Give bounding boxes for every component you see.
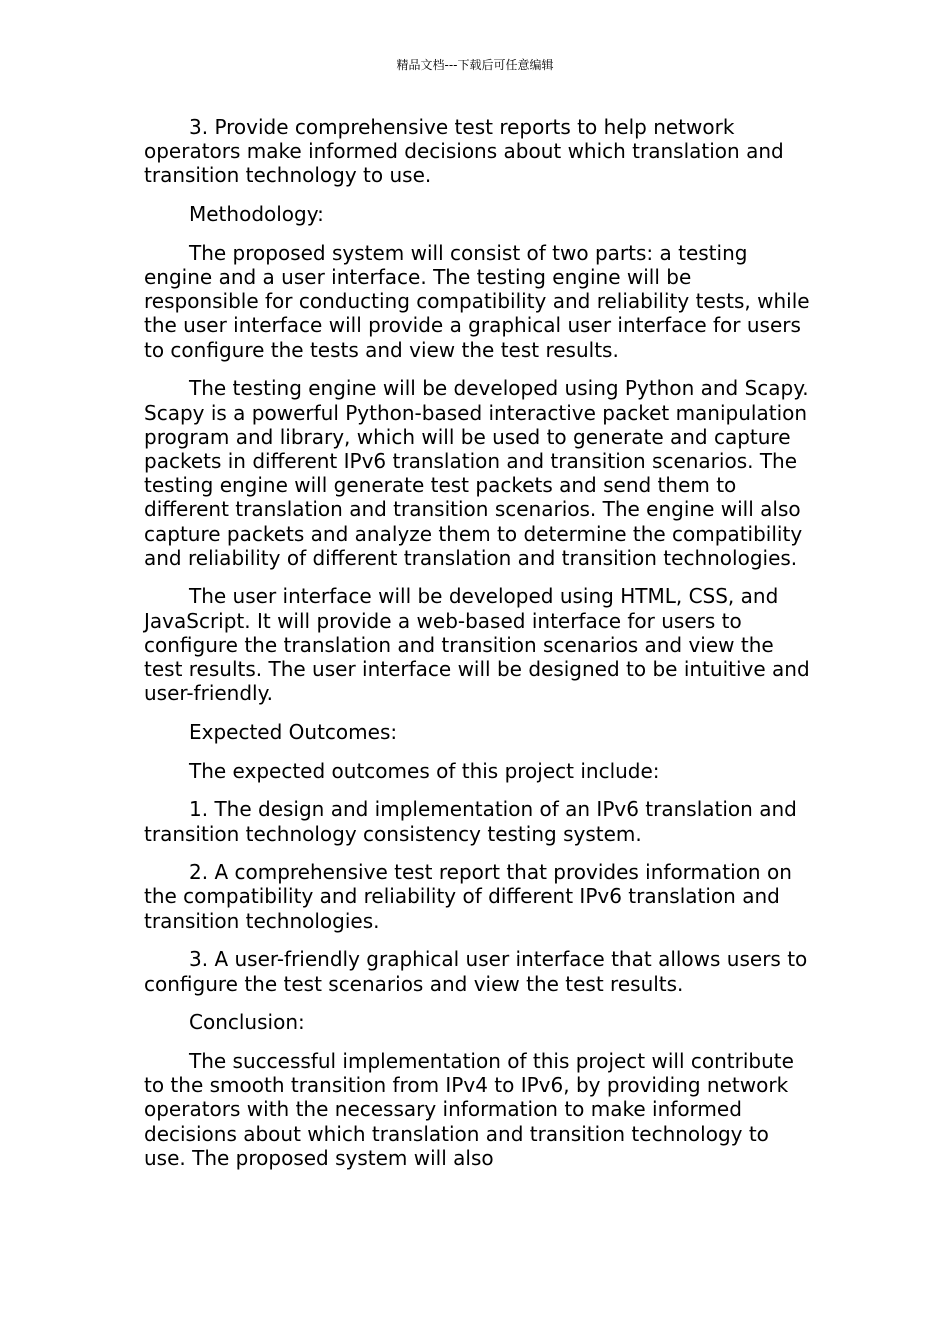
methodology-heading: Methodology: [189,202,324,227]
expected-outcomes-heading: Expected Outcomes: [189,719,398,744]
conclusion-paragraph: The successful implementation of this project will contribute to the smooth transition from IPv4 to IPv6, by providing network operators with the necessary information to make informed decisions about which translation and transition technology to use. The proposed system will also [144,1049,794,1170]
objective-3-paragraph: 3. Provide comprehensive test reports to help network operators make informed decisions about which translation and transition technology to use. [144,115,784,188]
document-body [144,115,810,1185]
methodology-overview-paragraph: The proposed system will consist of two parts: a testing engine and a user interface. The testing engine will be responsible for conducting compatibility and reliability tests, while the user interface will provide a graphical user interface for users to configure the tests and view the test results. [144,240,810,362]
page-header: 精品文档---下载后可任意编辑 [396,58,554,72]
outcome-3-paragraph: 3. A user-friendly graphical user interface that allows users to configure the test scenarios and view the test results. [144,947,808,996]
conclusion-heading: Conclusion: [189,1010,305,1035]
outcomes-intro-paragraph: The expected outcomes of this project include: [189,758,660,783]
outcome-2-paragraph: 2. A comprehensive test report that provides information on the compatibility and reliability of different IPv6 translation and transition technologies. [144,860,792,933]
user-interface-paragraph: The user interface will be developed using HTML, CSS, and JavaScript. It will provide a web-based interface for users to configure the translation and transition scenarios and view the test results. The user interface will be designed to be intuitive and user-friendly. [144,584,810,706]
outcome-1-paragraph: 1. The design and implementation of an IPv6 translation and transition technology consistency testing system. [144,797,797,846]
testing-engine-paragraph: The testing engine will be developed using Python and Scapy. Scapy is a powerful Python-based interactive packet manipulation program and library, which will be used to generate and capture packets in different IPv6 translation and transition scenarios. The testing engine will generate test packets and send them to different translation and transition scenarios. The engine will also capture packets and analyze them to determine the compatibility and reliability of different translation and transition technologies. [144,376,809,570]
